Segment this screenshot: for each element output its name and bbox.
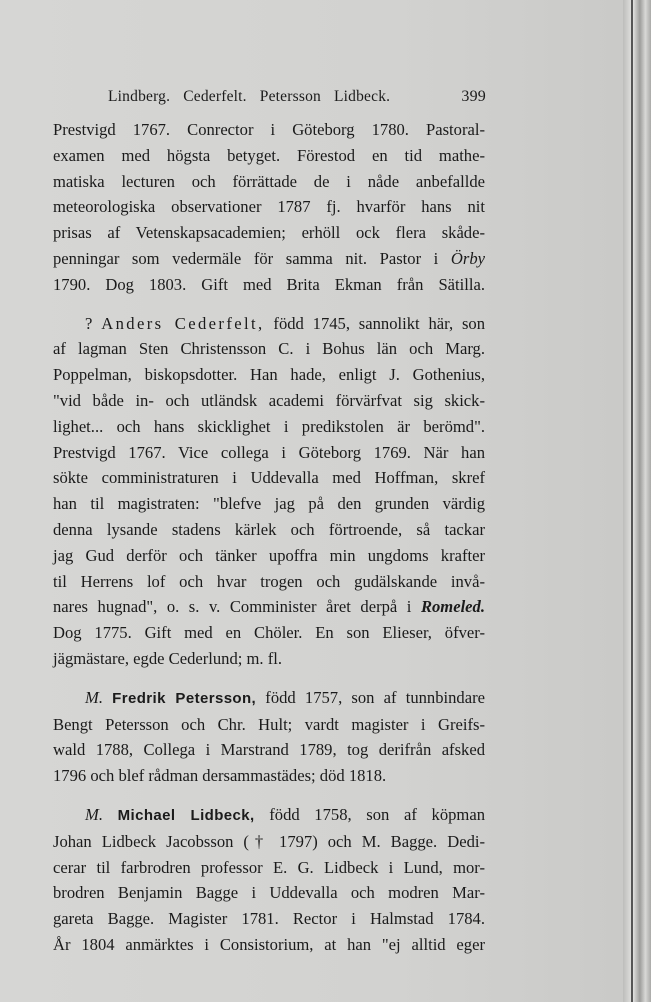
text-line: 1796 och blef rådman dersammastädes; död 1818. [53, 766, 387, 786]
text-line: af lagman Sten Christensson C. i Bohus län och Marg. [53, 339, 485, 359]
paragraph-petersson [53, 685, 485, 789]
text-fragment: född 1758, son af köpman [254, 804, 486, 824]
body-text [53, 117, 485, 958]
text-line [53, 802, 485, 829]
text-line: lighet... och hans skicklighet i predikstolen är berömd". [53, 416, 485, 436]
entry-name: Anders Cederfelt, [101, 313, 265, 333]
header-name: Petersson [259, 88, 321, 105]
text-fragment: penningar som vedermäle för samma nit. Pastor i [53, 248, 451, 268]
text-fragment: född 1745, sannolikt här, son [264, 313, 485, 333]
text-line: wald 1788, Collega i Marstrand 1789, tog derifrån afsked [53, 740, 485, 760]
text-line: Dog 1775. Gift med en Chöler. En son Elieser, öfver- [53, 623, 485, 643]
text-line: han til magistraten: "blefve jag på den grunden värdig [53, 494, 485, 514]
place-name: Örby [450, 248, 485, 268]
text-line: prisas af Vetenskapsacademien; erhöll ock flera skåde- [53, 223, 485, 243]
entry-prefix: ? [85, 313, 102, 333]
text-line: sökte comministraturen i Uddevalla med Hoffman, skref [53, 468, 485, 488]
text-line: Johan Lidbeck Jacobsson († 1797) och M. Bagge. Dedi- [53, 831, 485, 851]
header-name: Lidbeck. [333, 88, 391, 105]
text-line: gareta Bagge. Magister 1781. Rector i Halmstad 1784. [53, 909, 485, 929]
text-line: jägmästare, egde Cederlund; m. fl. [53, 648, 283, 668]
running-header [108, 88, 486, 106]
paragraph-lidbeck [53, 802, 485, 958]
text-line [53, 311, 485, 337]
text-line: cerar til farbrodren professor E. G. Lidbeck i Lund, mor- [53, 857, 485, 877]
text-line: Prestvigd 1767. Vice collega i Göteborg 1769. När han [53, 442, 485, 462]
text-line: Poppelman, biskopsdotter. Han hade, enligt J. Gothenius, [53, 365, 485, 385]
text-line: denna lysande stadens kärlek och förtroende, så tackar [53, 519, 485, 539]
text-line: År 1804 anmärktes i Consistorium, at han "ej alltid eger [53, 934, 485, 954]
text-fragment: nares hugnad", o. s. v. Comminister året derpå i [53, 597, 421, 617]
text-line: Prestvigd 1767. Conrector i Göteborg 1780. Pastoral- [53, 120, 485, 139]
text-line: examen med högsta betyget. Förestod en tid mathe- [53, 145, 485, 165]
page-edge [623, 0, 651, 1002]
place-name: Romeled. [420, 597, 485, 617]
text-line [53, 594, 485, 620]
header-name: Cederfelt. [183, 88, 247, 105]
text-line: matiska lecturen och förrättade de i nåde anbefallde [53, 171, 485, 191]
text-line [53, 246, 485, 272]
entry-prefix: M. [85, 687, 103, 707]
entry-name: Fredrik Petersson, [112, 689, 257, 707]
text-line: 1790. Dog 1803. Gift med Brita Ekman från Sätilla. [53, 274, 485, 294]
text-line [53, 685, 485, 712]
header-names [108, 88, 390, 106]
paragraph-continuation [53, 117, 485, 298]
header-name: Lindberg. [108, 88, 171, 105]
text-line: meteorologiska observationer 1787 fj. hvarför hans nit [53, 197, 485, 217]
text-line: "vid både in- och utländsk academi förvärfvat sig skick- [53, 390, 485, 410]
text-line: Bengt Petersson och Chr. Hult; vardt magister i Greifs- [53, 714, 485, 734]
paragraph-cederfelt [53, 311, 485, 672]
entry-name: Michael Lidbeck, [117, 806, 255, 824]
text-line: brodren Benjamin Bagge i Uddevalla och modren Mar- [53, 883, 485, 903]
text-fragment: född 1757, son af tunnbindare [256, 687, 485, 707]
text-line: jag Gud derför och tänker upoffra min ungdoms krafter [53, 545, 485, 565]
entry-prefix: M. [85, 804, 103, 824]
page-number: 399 [461, 88, 486, 105]
text-line: til Herrens lof och hvar trogen och gudälskande invå- [53, 571, 485, 591]
